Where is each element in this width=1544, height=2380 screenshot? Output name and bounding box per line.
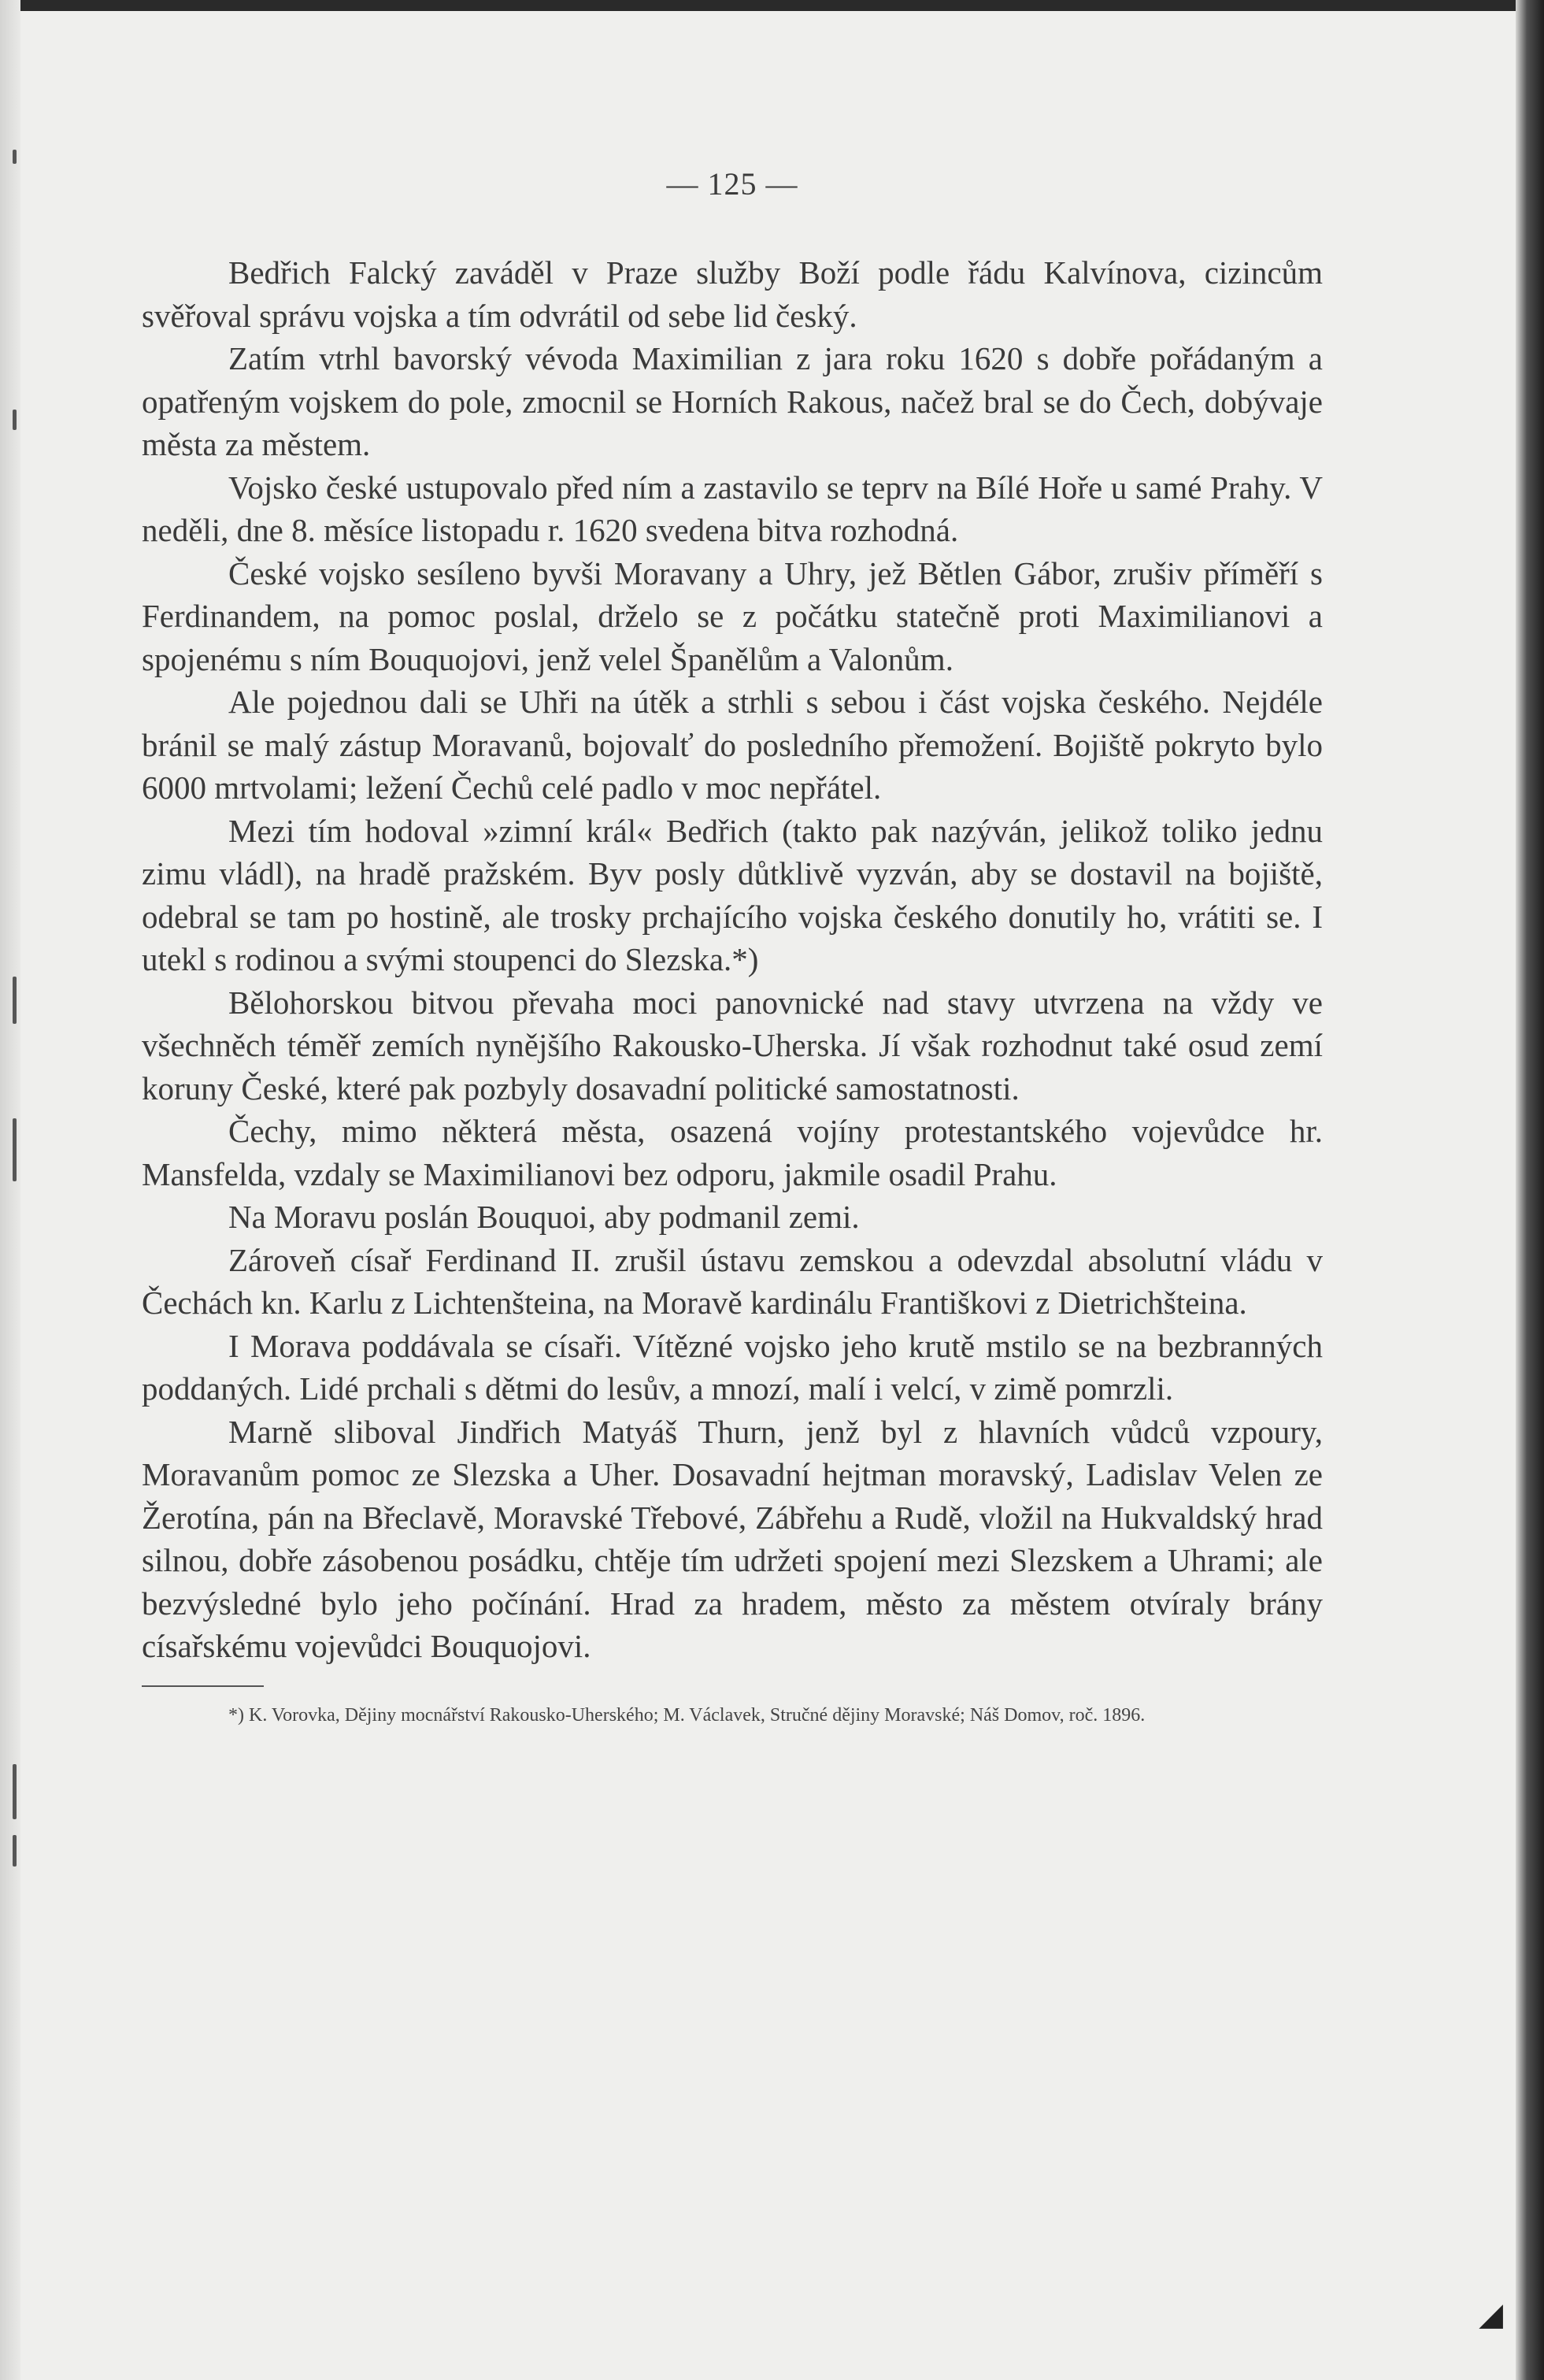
binding-mark (13, 1835, 17, 1867)
paragraph: Zatím vtrhl bavorský vévoda Maximilian z jara roku 1620 s dobře pořádaným a opatřeným vojskem do pole, zmocnil se Horních Rakous, načež bral se do Čech, dobývaje města za městem. (142, 340, 1323, 462)
paragraph: Bělohorskou bitvou převaha moci panovnické nad stavy utvrzena na vždy ve všechněch téměř zemích nynějšího Rakousko-Uherska. Jí však rozhodnut také osud zemí koruny České, které pak pozbyly dosavadní politické samostatnosti. (142, 984, 1323, 1107)
book-page (142, 165, 1323, 1728)
paragraph: Mezi tím hodoval »zimní král« Bedřich (takto pak nazýván, jelikož toliko jednu zimu vládl), na hradě pražském. Byv posly důtklivě vyzván, aby se dostavil na bojiště, odebral se tam po hostině, ale trosky prchajícího vojska českého donutily ho, vrátiti se. I utekl s rodinou a svými stoupenci do Slezska.*) (142, 812, 1323, 977)
paragraph: I Morava poddávala se císaři. Vítězné vojsko jeho krutě mstilo se na bezbranných poddaných. Lidé prchali s dětmi do lesův, a mnozí, malí i velcí, v zimě pomrzli. (142, 1327, 1323, 1407)
paragraph: Ale pojednou dali se Uhři na útěk a strhli s sebou i část vojska českého. Nejdéle bránil se malý zástup Moravanů, bojovalť do posledního přemožení. Bojiště pokryto bylo 6000 mrtvolami; ležení Čechů celé padlo v moc nepřátel. (142, 684, 1323, 806)
scan-top-edge (0, 0, 1544, 11)
paragraph: České vojsko sesíleno byvši Moravany a Uhry, jež Bětlen Gábor, zrušiv příměří s Ferdinandem, na pomoc poslal, drželo se z počátku statečně proti Maximilianovi a spojenému s ním Bouquojovi, jenž velel Španělům a Valonům. (142, 554, 1323, 677)
page-number: — 125 — (666, 166, 798, 202)
paragraph: Vojsko české ustupovalo před ním a zastavilo se teprv na Bílé Hoře u samé Prahy. V neděli, dne 8. měsíce listopadu r. 1620 svedena bitva rozhodná. (142, 469, 1323, 548)
binding-mark (13, 1118, 17, 1181)
paragraph: Marně sliboval Jindřich Matyáš Thurn, jenž byl z hlavních vůdců vzpoury, Moravanům pomoc ze Slezska a Uher. Dosavadní hejtman moravský, Ladislav Velen ze Žerotína, pán na Břeclavě, Moravské Třebové, Zábřehu a Rudě, vložil na Hukvaldský hrad silnou, dobře zásobenou posádku, chtěje tím udržeti spojení mezi Slezskem a Uhrami; ale bezvýsledné bylo jeho počínání. Hrad za hradem, město za městem otvíraly brány císařskému vojevůdci Bouquojovi. (142, 1413, 1323, 1664)
binding-mark (13, 1764, 17, 1819)
scan-right-edge (1516, 0, 1544, 2380)
scan-corner-mark-icon: ◢ (1479, 2297, 1503, 2333)
scan-left-binding (0, 0, 20, 2380)
footnote-divider (142, 1685, 264, 1687)
paragraph: Zároveň císař Ferdinand II. zrušil ústavu zemskou a odevzdal absolutní vládu v Čechách kn. Karlu z Lichtenšteina, na Moravě kardinálu Františkovi z Dietrichšteina. (142, 1241, 1323, 1321)
paragraph: Bedřich Falcký zaváděl v Praze služby Boží podle řádu Kalvínova, cizincům svěřoval správu vojska a tím odvrátil od sebe lid český. (142, 254, 1323, 334)
body-text (142, 251, 1323, 1668)
footnote: *) K. Vorovka, Dějiny mocnářství Rakousko-Uherského; M. Václavek, Stručné dějiny Moravské; Náš Domov, roč. 1896. (228, 1704, 1146, 1726)
binding-mark (13, 150, 17, 164)
binding-mark (13, 977, 17, 1024)
paragraph: Čechy, mimo některá města, osazená vojíny protestantského vojevůdce hr. Mansfelda, vzdaly se Maximilianovi bez odporu, jakmile osadil Prahu. (142, 1113, 1323, 1192)
binding-mark (13, 410, 17, 430)
paragraph: Na Moravu poslán Bouquoi, aby podmanil zemi. (228, 1199, 860, 1235)
